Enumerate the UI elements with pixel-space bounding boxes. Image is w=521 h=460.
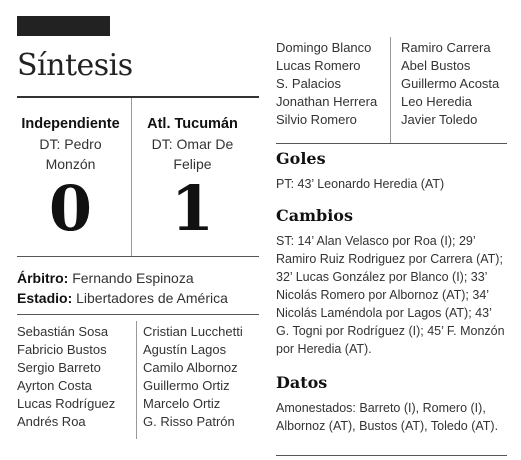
player: Jonathan Herrera (276, 94, 378, 109)
stadium-label: Estadio: (17, 290, 73, 306)
stadium-line (17, 288, 228, 308)
player: Andrés Roa (17, 414, 86, 429)
score-rule (17, 256, 259, 257)
officials-rule (17, 314, 259, 315)
goals-text: PT: 43’ Leonardo Heredia (AT) (276, 177, 445, 191)
home-score: 0 (48, 172, 93, 245)
player: Ayrton Costa (17, 378, 92, 393)
player: Leo Heredia (401, 94, 472, 109)
player: Abel Bustos (401, 58, 471, 73)
player: Agustín Lagos (143, 342, 227, 357)
player: Javier Toledo (401, 112, 478, 127)
goals-heading: Goles (276, 149, 326, 168)
home-coach: DT: Pedro Monzón (39, 136, 102, 172)
player: Fabricio Bustos (17, 342, 107, 357)
player: Cristian Lucchetti (143, 324, 243, 339)
lineups-rule (276, 143, 507, 144)
home-team-block (10, 98, 131, 256)
lineup-divider-right (390, 37, 391, 143)
home-lineup-first (17, 323, 115, 431)
player: Domingo Blanco (276, 40, 372, 55)
referee-label: Árbitro: (17, 270, 69, 286)
player: Ramiro Carrera (401, 40, 491, 55)
home-team-name: Independiente (21, 116, 120, 132)
away-score: 1 (170, 172, 215, 245)
player: Lucas Romero (276, 58, 361, 73)
player: S. Palacios (276, 76, 342, 91)
home-lineup-rest (276, 39, 377, 129)
referee-line (17, 268, 228, 288)
data-heading: Datos (276, 373, 328, 392)
referee-name: Fernando Espinoza (72, 270, 194, 286)
subs-text: ST: 14’ Alan Velasco por Roa (I); 29’ Ramiro Ruiz Rodriguez por Carrera (AT); 32’ Lucas González por Blanco (I); 33’ Nicolás Romero por Albornoz (AT); 34’ Nicolás Laméndola por Lagos (AT); 43’ G. Togni por Rodríguez (I); 45’ F. Monzón por Heredia (AT). (276, 234, 505, 356)
subs-heading: Cambios (276, 206, 353, 225)
player: Marcelo Ortiz (143, 396, 221, 411)
player: Sebastián Sosa (17, 324, 109, 339)
away-team-name: Atl. Tucumán (147, 116, 238, 132)
page-title: Síntesis (17, 48, 133, 83)
player: G. Risso Patrón (143, 414, 235, 429)
away-lineup-rest (401, 39, 499, 129)
player: Camilo Albornoz (143, 360, 238, 375)
player: Sergio Barreto (17, 360, 101, 375)
bottom-rule (276, 455, 507, 456)
away-lineup-first (143, 323, 243, 431)
section-tag-bar (17, 16, 110, 36)
lineup-divider (136, 321, 137, 439)
player: Guillermo Acosta (401, 76, 500, 91)
player: Guillermo Ortiz (143, 378, 230, 393)
data-text: Amonestados: Barreto (I), Romero (I), Albornoz (AT), Bustos (AT), Toledo (AT). (276, 401, 499, 433)
player: Silvio Romero (276, 112, 357, 127)
away-coach: DT: Omar De Felipe (151, 136, 234, 172)
player: Lucas Rodríguez (17, 396, 116, 411)
away-team-block (132, 98, 253, 256)
stadium-name: Libertadores de América (76, 290, 228, 306)
officials-block (17, 268, 228, 308)
